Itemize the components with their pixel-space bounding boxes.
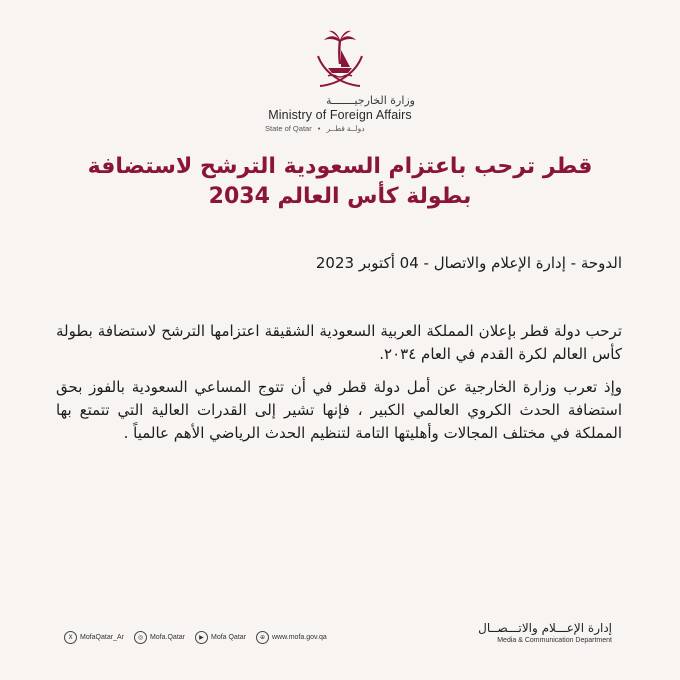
ministry-logo: [0, 28, 680, 133]
social-website[interactable]: [256, 631, 327, 644]
social-handle: Mofa Qatar: [210, 634, 246, 641]
footer: [64, 621, 612, 644]
paragraph-1: ترحب دولة قطر بإعلان المملكة العربية السعودية الشقيقة اعتزامها الترشح لاستضافة بطولة كأس العالم لكرة القدم في العام ٢٠٣٤.: [56, 322, 622, 363]
qatar-emblem-icon: [312, 28, 368, 90]
instagram-icon: ◎: [134, 631, 147, 644]
ministry-name-arabic: وزارة الخارجيـــــــة: [326, 94, 415, 107]
social-handle: Mofa.Qatar: [149, 634, 185, 641]
x-icon: X: [64, 631, 77, 644]
social-x[interactable]: [64, 631, 124, 644]
youtube-icon: ▶: [195, 631, 208, 644]
headline: قطر ترحب باعتزام السعودية الترشح لاستضافة بطولة كأس العالم 2034: [87, 154, 593, 209]
department-signature: [478, 621, 612, 644]
department-name-arabic: إدارة الإعـــلام والاتـــصــال: [478, 621, 612, 635]
social-youtube[interactable]: [195, 631, 246, 644]
paragraph-2: وإذ تعرب وزارة الخارجية عن أمل دولة قطر في أن تتوج المساعي السعودية بالفوز بحق استضافة الحدث الكروي العالمي الكبير ، فإنها تشير إلى القدرات العالية التي تتمتع بها المملكة في مختلف المجالات وأهليتها التامة لتنظيم الحدث الرياضي الأهم عالمياً .: [56, 378, 622, 442]
state-label-arabic: دولــة قطــر: [326, 124, 365, 133]
ministry-name-english: Ministry of Foreign Affairs: [268, 108, 412, 122]
state-label: [265, 124, 415, 133]
website-url: www.mofa.gov.qa: [272, 634, 327, 641]
social-links: [64, 631, 327, 644]
state-label-english: State of Qatar: [265, 124, 312, 133]
globe-icon: ⊕: [256, 631, 269, 644]
statement-body: [56, 320, 622, 455]
dateline: الدوحة - إدارة الإعلام والاتصال - 04 أكتوبر 2023: [315, 254, 622, 272]
social-handle: MofaQatar_Ar: [80, 634, 124, 641]
separator-dot: •: [317, 124, 321, 133]
social-instagram[interactable]: [134, 631, 185, 644]
department-name-english: Media & Communication Department: [497, 637, 612, 644]
